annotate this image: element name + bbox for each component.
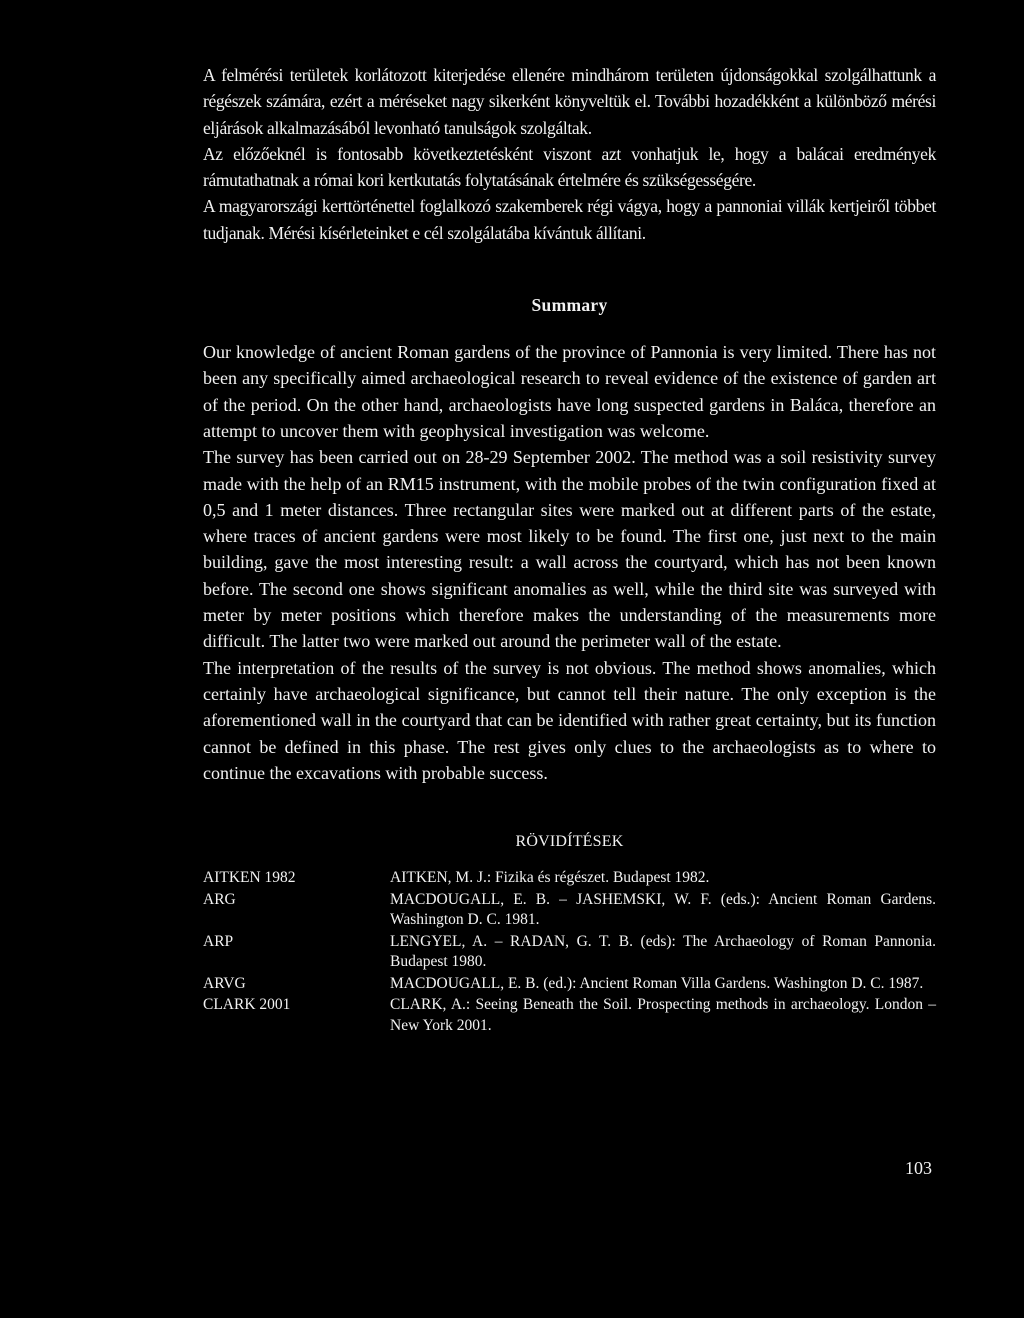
summary-paragraph: Our knowledge of ancient Roman gardens of the province of Pannonia is very limited. There has not been any specifically aimed archaeological research to reveal evidence of the existence of garden art of the period. On the other hand, archaeologists have long suspected gardens in Baláca, therefore an attempt to uncover them with geophysical investigation was welcome. bbox=[203, 342, 936, 441]
abbreviation-reference: MACDOUGALL, E. B. (ed.): Ancient Roman Villa Gardens. Washington D. C. 1987. bbox=[390, 974, 924, 992]
hungarian-paragraph: A felmérési területek korlátozott kiterjedése ellenére mindhárom területen újdonságokkal szolgálhattunk a régészek számára, ezért a méréseket nagy sikerként könyveltük el. További hozadékként a különböző mérési eljárások alkalmazásából levonható tanulságok szolgáltak. bbox=[203, 65, 936, 138]
abbreviations-table bbox=[203, 868, 936, 1037]
abbreviation-row bbox=[203, 974, 936, 996]
page-number: 103 bbox=[905, 1158, 932, 1178]
hungarian-conclusion bbox=[203, 62, 936, 246]
abbreviation-row bbox=[203, 890, 936, 932]
summary-paragraph: The interpretation of the results of the survey is not obvious. The method shows anomalies, which certainly have archaeological significance, but cannot tell their nature. The only exception is the aforementioned wall in the courtyard that can be identified with rather great certainty, but its function cannot be defined in this phase. The rest gives only clues to the archaeologists as to where to continue the excavations with probable success. bbox=[203, 657, 936, 783]
abbreviation-key: AITKEN 1982 bbox=[203, 869, 296, 887]
abbreviation-row bbox=[203, 932, 936, 974]
abbreviation-key: ARVG bbox=[203, 974, 246, 992]
abbreviation-key: ARG bbox=[203, 890, 236, 908]
summary-body bbox=[203, 339, 936, 786]
abbreviation-reference: LENGYEL, A. – RADAN, G. T. B. (eds): The Archaeology of Roman Pannonia. Budapest 1980. bbox=[390, 932, 936, 971]
abbreviation-reference: AITKEN, M. J.: Fizika és régészet. Budapest 1982. bbox=[390, 869, 710, 887]
abbreviation-reference: MACDOUGALL, E. B. – JASHEMSKI, W. F. (eds.): Ancient Roman Gardens. Washington D. C. 1981. bbox=[390, 890, 936, 929]
summary-heading: Summary bbox=[531, 295, 608, 316]
abbreviation-reference: CLARK, A.: Seeing Beneath the Soil. Prospecting methods in archaeology. London – New York 2001. bbox=[390, 996, 936, 1034]
summary-paragraph: The survey has been carried out on 28-29 September 2002. The method was a soil resistivity survey made with the help of an RM15 instrument, with the mobile probes of the twin configuration fixed at 0,5 and 1 meter distances. Three rectangular sites were marked out at different parts of the estate, where traces of ancient gardens were most likely to be found. The first one, just next to the main building, gave the most interesting result: a wall across the courtyard, which has not been known before. The second one shows significant anomalies as well, while the third site was surveyed with meter by meter positions which therefore makes the understanding of the measurements more difficult. The latter two were marked out around the perimeter wall of the estate. bbox=[203, 447, 936, 652]
abbreviation-key: ARP bbox=[203, 932, 234, 950]
hungarian-paragraph: Az előzőeknél is fontosabb következtetésként viszont azt vonhatjuk le, hogy a balácai eredmények rámutathatnak a római kori kertkutatás folytatásának értelmére és szükségességére. bbox=[203, 143, 936, 191]
abbreviation-row bbox=[203, 868, 936, 890]
abbreviation-row bbox=[203, 995, 936, 1037]
hungarian-paragraph: A magyarországi kerttörténettel foglalkozó szakemberek régi vágya, hogy a pannoniai villák kertjeiről többet tudjanak. Mérési kísérleteinket e cél szolgálatába kívántuk állítani. bbox=[203, 196, 936, 243]
abbreviation-key: CLARK 2001 bbox=[203, 996, 291, 1014]
abbreviations-heading: RÖVIDÍTÉSEK bbox=[515, 833, 624, 851]
document-page bbox=[203, 62, 936, 1037]
